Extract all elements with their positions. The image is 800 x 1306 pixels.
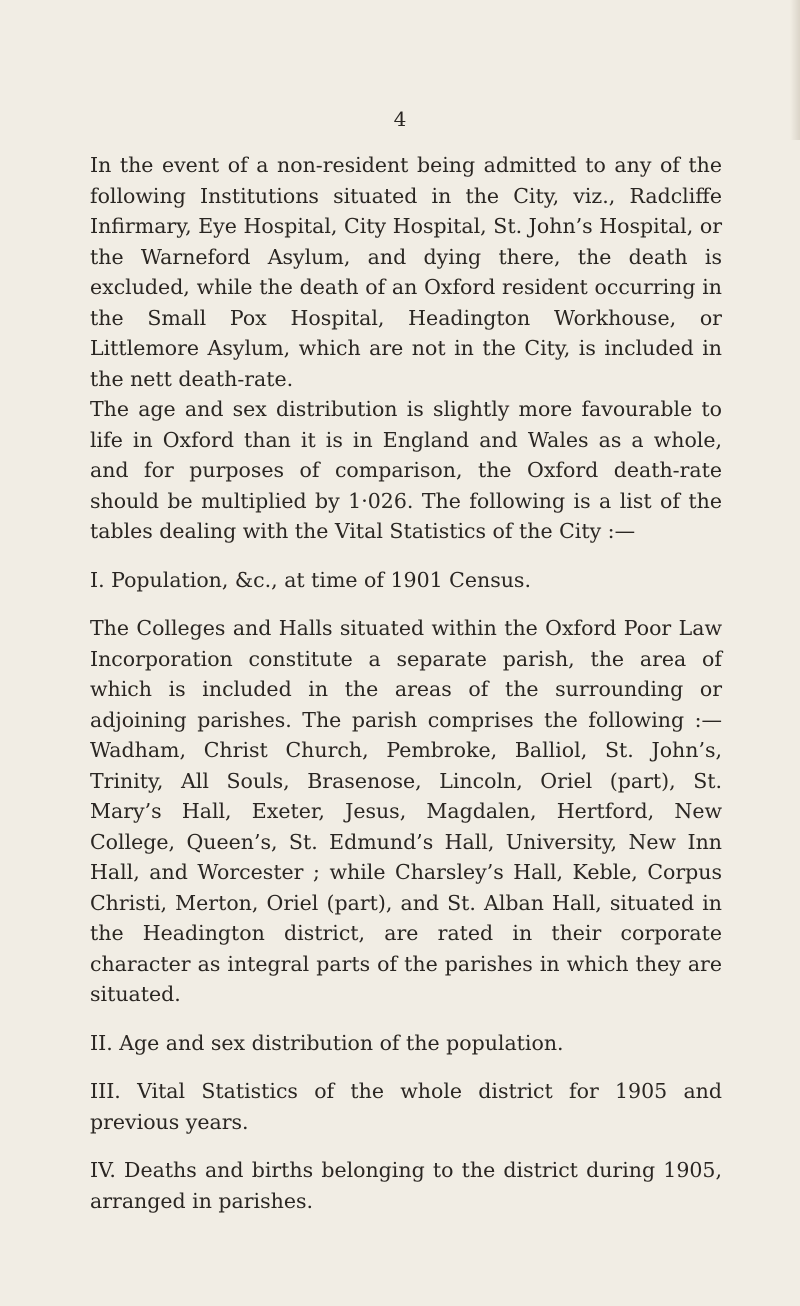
body-text [90,150,722,1216]
paragraph-colleges-halls: The Colleges and Halls situated within the Oxford Poor Law Incorporation constitute a separate parish, the area of which is included in the areas of the surrounding or adjoining parishes. The parish comprises the following :— Wadham, Christ Church, Pembroke, Balliol, St. John’s, Trinity, All Souls, Brasenose, Lincoln, Oriel (part), St. Mary’s Hall, Exeter, Jesus, Magdalen, Hertford, New College, Queen’s, St. Edmund’s Hall, University, New Inn Hall, and Worcester ; while Charsley’s Hall, Keble, Corpus Christi, Merton, Oriel (part), and St. Alban Hall, situated in the Headington district, are rated in their corporate character as integral parts of the parishes in which they are situated. [90,616,722,1006]
paragraph-institutions: In the event of a non-resident being admitted to any of the following Institutions situated in the City, viz., Radcliffe Infirmary, Eye Hospital, City Hospital, St. John’s Hospital, or the Warneford Asylum, and dying there, the death is excluded, while the death of an Oxford resident occurring in the Small Pox Hospital, Headington Workhouse, or Littlemore Asylum, which are not in the City, is included in the nett death-rate. [90,153,722,391]
table-item-population: I. Population, &c., at time of 1901 Census. [90,567,531,592]
table-item-vital-statistics: III. Vital Statistics of the whole district for 1905 and previous years. [90,1079,722,1134]
table-item-deaths-births: IV. Deaths and births belonging to the district during 1905, arranged in parishes. [90,1158,722,1213]
page-number: 4 [393,107,407,131]
paragraph-age-sex-distribution: The age and sex distribution is slightly more favourable to life in Oxford than it is in England and Wales as a whole, and for purposes of comparison, the Oxford death-rate should be multiplied by 1·026. The following is a list of the tables dealing with the Vital Statistics of the City :— [90,397,722,543]
table-item-age-sex: II. Age and sex distribution of the population. [90,1030,564,1055]
